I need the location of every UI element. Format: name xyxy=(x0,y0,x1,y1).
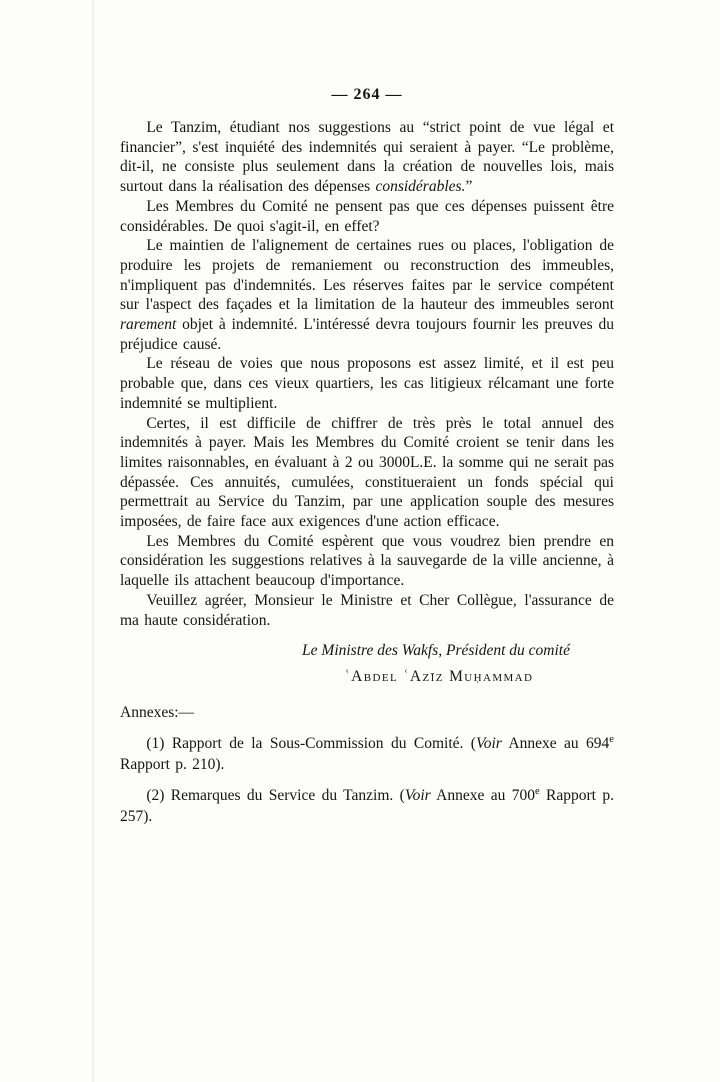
paragraph: Veuillez agréer, Monsieur le Ministre et Cher Collègue, l'assurance de ma haute considération. xyxy=(120,591,614,629)
paragraph: Les Membres du Comité espèrent que vous voudrez bien prendre en considération les suggestions relatives à la sauvegarde de la ville ancienne, à laquelle ils attachent beaucoup d'importance. xyxy=(120,532,614,590)
paragraph: Le Tanzim, étudiant nos suggestions au “strict point de vue légal et financier”, s'est inquiété des indemnités qui seraient à payer. “Le problème, dit-il, ne consiste plus seulement dans la création de nouvelles lois, mais surtout dans la réalisation des dépenses considérables.” xyxy=(120,119,614,196)
annexes-label: Annexes:— xyxy=(120,704,195,722)
page-content xyxy=(120,86,614,827)
signature-title: Le Ministre des Wakfs, Président du comité xyxy=(302,642,570,660)
annexes-list xyxy=(120,734,614,827)
body-text xyxy=(120,118,614,630)
signature-name: ʿAbdel ʿAzīz Muḥammad xyxy=(344,668,534,686)
annex-item: (1) Rapport de la Sous-Commission du Comité. (Voir Annexe au 694e Rapport p. 210). xyxy=(120,734,614,773)
paragraph: Le réseau de voies que nous proposons est assez limité, et il est peu probable que, dans ces vieux quartiers, les cas litigieux rélcamant une forte indemnité se multiplient. xyxy=(120,355,614,412)
paragraph: Certes, il est difficile de chiffrer de très près le total annuel des indemnités à payer. Mais les Membres du Comité croient se tenir dans les limites raisonnables, en évaluant à 2 ou 3000L.E. la somme qui ne serait pas dépassée. Ces annuités, cumulées, constitueraient un fonds spécial qui permettrait au Service du Tanzim, par une application souple des mesures imposées, de faire face aux exigences d'une action efficace. xyxy=(120,414,614,531)
annex-item: (2) Remarques du Service du Tanzim. (Voir Annexe au 700e Rapport p. 257). xyxy=(120,786,614,825)
paragraph: Les Membres du Comité ne pensent pas que ces dépenses puissent être considérables. De quoi s'agit-il, en effet? xyxy=(120,197,614,235)
paragraph: Le maintien de l'alignement de certaines rues ou places, l'obligation de produire les projets de remaniement ou reconstruction des immeubles, n'impliquent pas d'indemnités. Les réserves faites par le service compétent sur l'aspect des façades et la limitation de la hauteur des immeubles seront rarement objet à indemnité. L'intéressé devra toujours fournir les preuves du préjudice causé. xyxy=(120,237,614,353)
page-number: — 264 — xyxy=(331,86,403,103)
